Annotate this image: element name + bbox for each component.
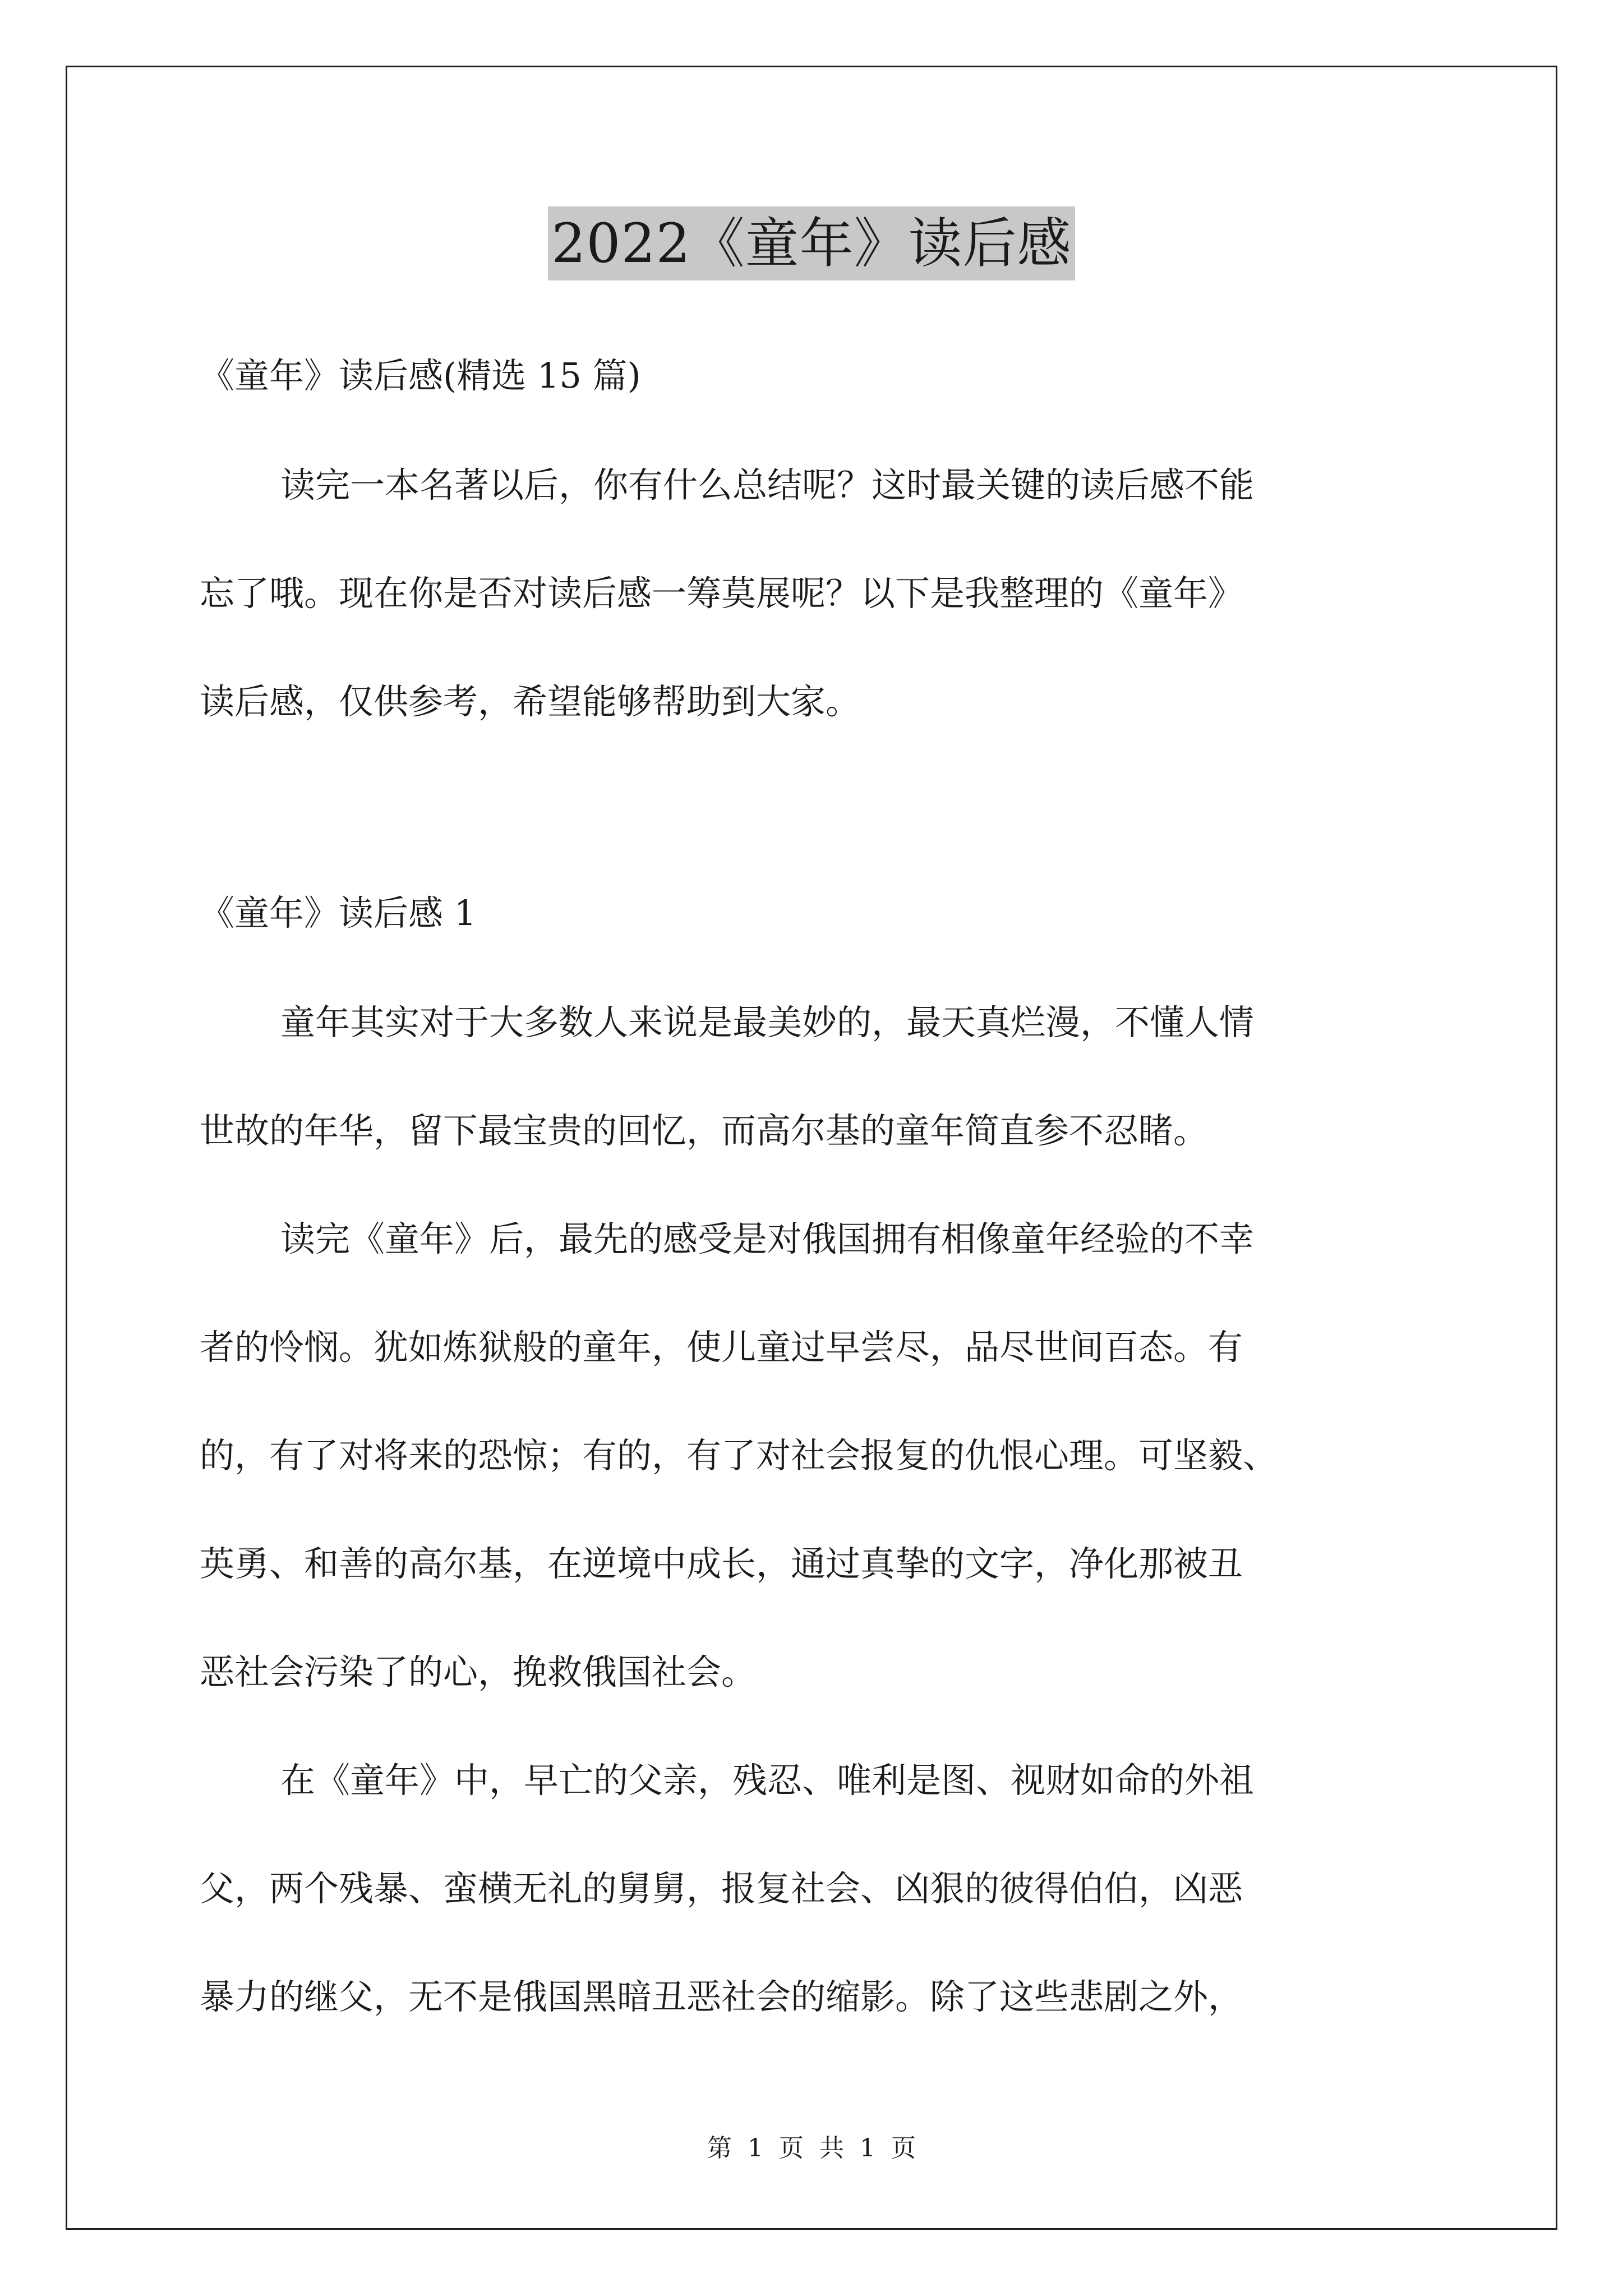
paragraph-line: 世故的年华，留下最宝贵的回忆，而高尔基的童年简直参不忍睹。 [200, 1110, 1209, 1151]
paragraph-line: 者的怜悯。犹如炼狱般的童年，使儿童过早尝尽，品尽世间百态。有 [200, 1327, 1243, 1368]
paragraph-line: 读完《童年》后，最先的感受是对俄国拥有相像童年经验的不幸 [280, 1218, 1255, 1259]
paragraph-line: 恶社会污染了的心，挽救俄国社会。 [200, 1651, 757, 1692]
document-title: 2022《童年》读后感 [548, 206, 1075, 280]
paragraph-line: 的，有了对将来的恐惊；有的，有了对社会报复的仇恨心理。可坚毅、 [200, 1435, 1278, 1476]
title-container [0, 206, 1623, 280]
intro-line: 忘了哦。现在你是否对读后感一筹莫展呢？以下是我整理的《童年》 [200, 573, 1243, 614]
paragraph-line: 童年其实对于大多数人来说是最美妙的，最天真烂漫，不懂人情 [280, 1002, 1255, 1043]
intro-line: 读后感，仅供参考，希望能够帮助到大家。 [200, 681, 861, 722]
paragraph-line: 父，两个残暴、蛮横无礼的舅舅，报复社会、凶狠的彼得伯伯，凶恶 [200, 1868, 1243, 1909]
section-heading: 《童年》读后感 1 [200, 892, 477, 933]
paragraph-line: 暴力的继父，无不是俄国黑暗丑恶社会的缩影。除了这些悲剧之外， [200, 1976, 1243, 2017]
document-subtitle: 《童年》读后感(精选 15 篇) [200, 355, 641, 396]
intro-line: 读完一本名著以后，你有什么总结呢？这时最关键的读后感不能 [280, 464, 1255, 505]
paragraph-line: 在《童年》中，早亡的父亲，残忍、唯利是图、视财如命的外祖 [280, 1760, 1255, 1801]
page-footer: 第 1 页 共 1 页 [707, 2134, 916, 2162]
paragraph-line: 英勇、和善的高尔基，在逆境中成长，通过真挚的文字，净化那被丑 [200, 1543, 1243, 1584]
